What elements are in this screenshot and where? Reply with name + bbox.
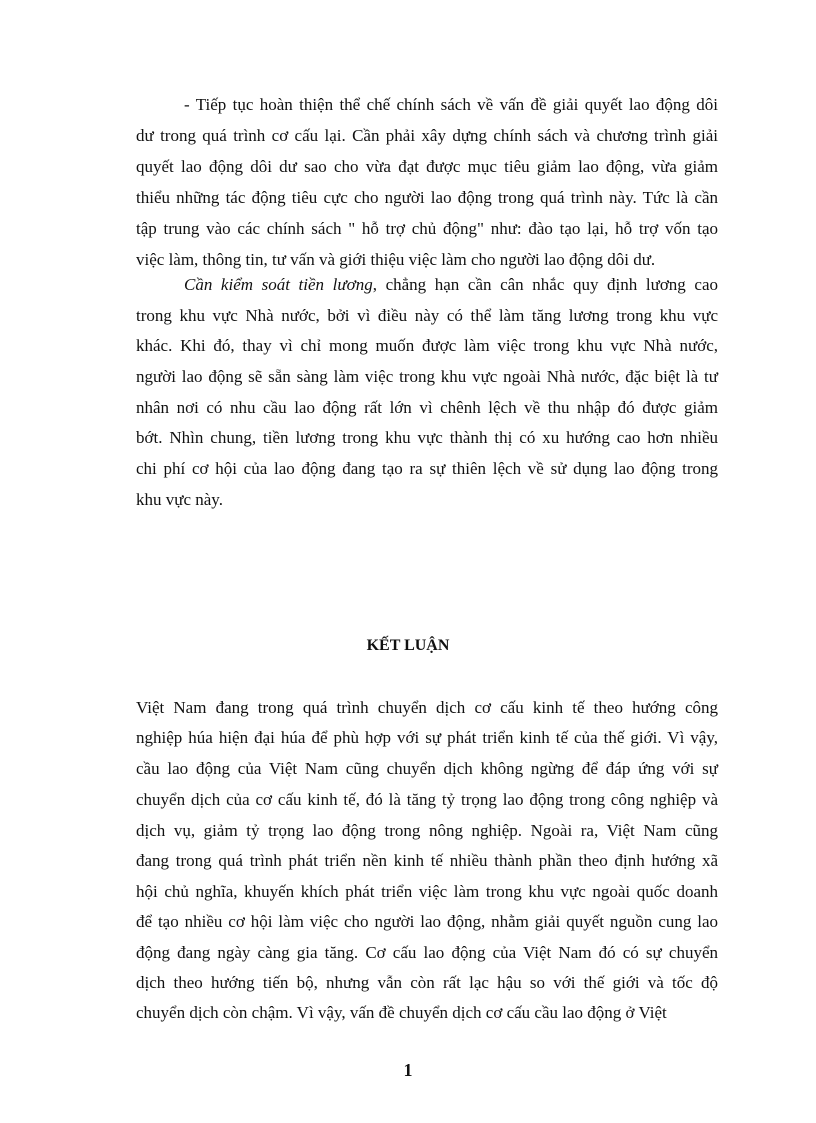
text-span: , chẳng hạn cần cân nhắc quy định lương cao: [372, 275, 718, 294]
text-line: bớt. Nhìn chung, tiền lương trong khu vực thành thị có xu hướng cao hơn nhiều: [136, 428, 718, 447]
text-line: chuyển dịch còn chậm. Vì vậy, vấn đề chuyển dịch cơ cấu cầu lao động ở Việt: [136, 1003, 667, 1022]
text-line: [184, 275, 718, 295]
text-line: Việt Nam đang trong quá trình chuyển dịch cơ cấu kinh tế theo hướng công: [136, 698, 718, 717]
text-line: để tạo nhiều cơ hội làm việc cho người lao động, nhằm giải quyết nguồn cung lao: [136, 912, 718, 931]
page-number: 1: [403, 1060, 413, 1080]
text-line: việc làm, thông tin, tư vấn và giới thiệu việc làm cho người lao động dôi dư.: [136, 250, 656, 269]
text-line: khác. Khi đó, thay vì chỉ mong muốn được làm việc trong khu vực Nhà nước,: [136, 336, 718, 355]
text-line: nhân nơi có nhu cầu lao động rất lớn vì chênh lệch về thu nhập đó được giảm: [136, 398, 718, 417]
text-line: quyết lao động dôi dư sao cho vừa đạt được mục tiêu giảm lao động, vừa giảm: [136, 157, 718, 176]
text-line: người lao động sẽ sẵn sàng làm việc trong khu vực ngoài Nhà nước, đặc biệt là tư: [136, 367, 718, 386]
text-line: trong khu vực Nhà nước, bởi vì điều này có thể làm tăng lương trong khu vực: [136, 306, 718, 325]
text-line: đang trong quá trình phát triển nền kinh tế nhiều thành phần theo định hướng xã: [136, 851, 718, 870]
section-heading: KẾT LUẬN: [366, 637, 450, 654]
text-line: - Tiếp tục hoàn thiện thể chế chính sách về vấn đề giải quyết lao động dôi: [184, 95, 718, 114]
text-line: tập trung vào các chính sách " hỗ trợ chủ động" như: đào tạo lại, hỗ trợ vốn tạo: [136, 219, 718, 238]
text-line: khu vực này.: [136, 490, 223, 509]
text-line: chi phí cơ hội của lao động đang tạo ra sự thiên lệch về sử dụng lao động trong: [136, 459, 718, 478]
text-line: thiểu những tác động tiêu cực cho người lao động trong quá trình này. Tức là cần: [136, 188, 718, 207]
text-line: dịch theo hướng tiến bộ, nhưng vẫn còn rất lạc hậu so với thế giới và tốc độ: [136, 973, 718, 992]
text-line: hội chủ nghĩa, khuyến khích phát triển việc làm trong khu vực ngoài quốc doanh: [136, 882, 718, 901]
text-line: nghiệp húa hiện đại húa để phù hợp với sự phát triển kinh tế của thế giới. Vì vậy,: [136, 728, 718, 747]
text-line: dịch vụ, giảm tỷ trọng lao động trong nông nghiệp. Ngoài ra, Việt Nam cũng: [136, 821, 718, 840]
text-line: cầu lao động của Việt Nam cũng chuyển dịch không ngừng để đáp ứng với sự: [136, 759, 718, 778]
italic-lead: Cần kiểm soát tiền lương: [184, 275, 373, 294]
text-line: dư trong quá trình cơ cấu lại. Cần phải xây dựng chính sách và chương trình giải: [136, 126, 718, 145]
text-line: chuyển dịch của cơ cấu kinh tế, đó là tăng tỷ trọng lao động trong công nghiệp và: [136, 790, 718, 809]
text-line: động đang ngày càng gia tăng. Cơ cấu lao động của Việt Nam đó có sự chuyển: [136, 943, 718, 962]
